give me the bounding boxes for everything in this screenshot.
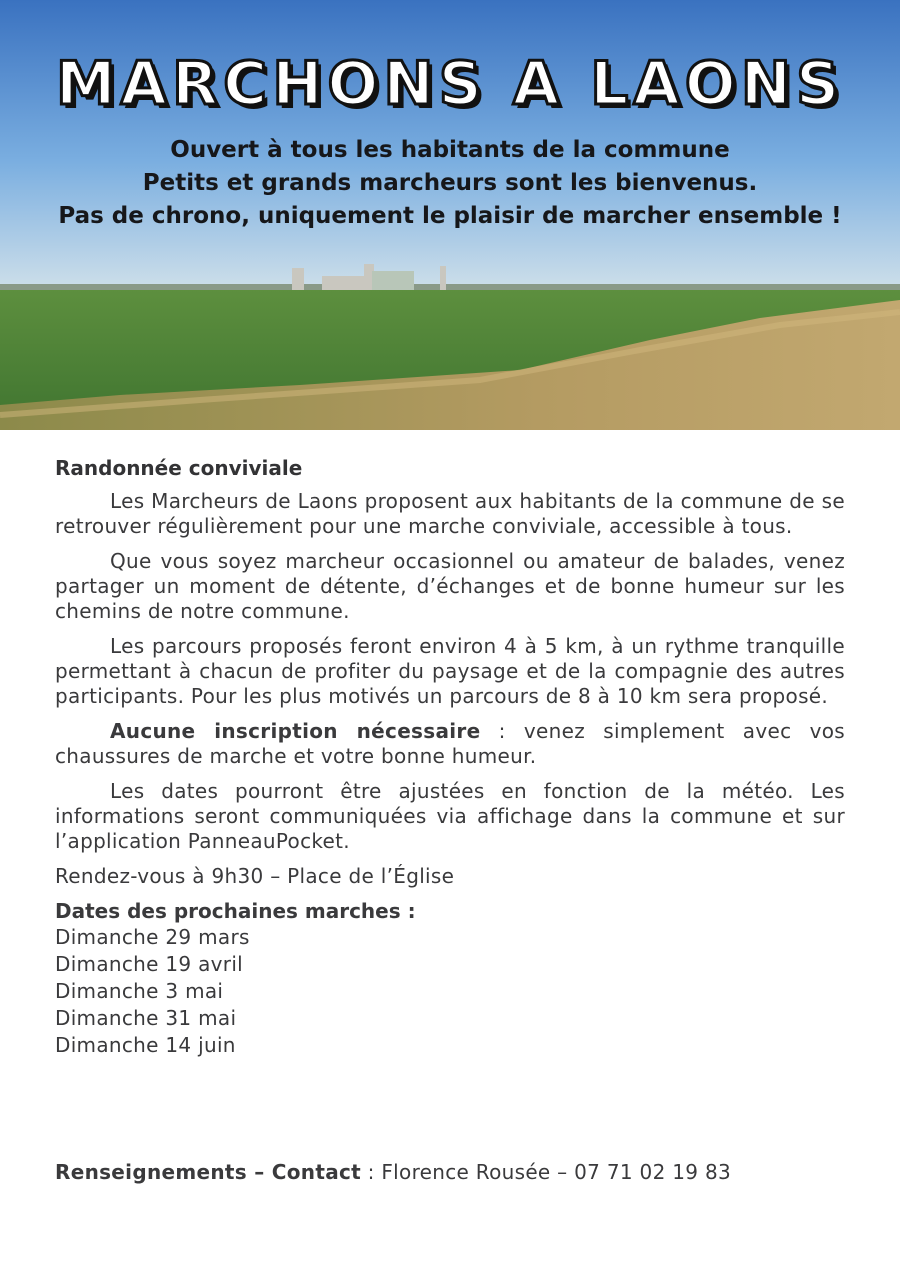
contact-value: : Florence Rousée – 07 71 02 19 83 bbox=[361, 1160, 732, 1184]
dates-list bbox=[55, 924, 845, 1059]
paragraph: Les parcours proposés feront environ 4 à 5 km, à un rythme tranquille permettant à chacun de profiter du paysage et de la compagnie des autres participants. Pour les plus motivés un parcours de 8 à 10 km sera proposé. bbox=[55, 634, 845, 708]
main-content bbox=[55, 456, 845, 1059]
contact-line bbox=[55, 1160, 731, 1184]
section-title: Randonnée conviviale bbox=[55, 456, 303, 480]
rendezvous: Rendez-vous à 9h30 – Place de l’Église bbox=[55, 864, 455, 888]
paragraph: Les dates pourront être ajustées en fonction de la météo. Les informations seront communiquées via affichage dans la commune et sur l’application PanneauPocket. bbox=[55, 779, 845, 853]
list-item: Dimanche 14 juin bbox=[55, 1033, 236, 1057]
dates-title: Dates des prochaines marches : bbox=[55, 899, 416, 923]
tagline: Petits et grands marcheurs sont les bienvenus. bbox=[142, 170, 758, 196]
paragraph: Les Marcheurs de Laons proposent aux habitants de la commune de se retrouver régulièrement pour une marche conviviale, accessible à tous. bbox=[55, 489, 845, 538]
tagline: Pas de chrono, uniquement le plaisir de marcher ensemble ! bbox=[58, 203, 842, 229]
paragraph-registration bbox=[55, 719, 845, 769]
taglines bbox=[0, 134, 900, 233]
contact-label: Renseignements – Contact bbox=[55, 1160, 362, 1184]
paragraph: Que vous soyez marcheur occasionnel ou amateur de balades, venez partager un moment de détente, d’échanges et de bonne humeur sur les chemins de notre commune. bbox=[55, 549, 845, 623]
list-item: Dimanche 29 mars bbox=[55, 925, 250, 949]
list-item: Dimanche 19 avril bbox=[55, 952, 244, 976]
hero-banner bbox=[0, 0, 900, 430]
registration-bold: Aucune inscription nécessaire bbox=[110, 719, 481, 743]
hero-text bbox=[0, 0, 900, 233]
registration-text: : venez simplement avec vos chaussures de marche et votre bonne humeur. bbox=[55, 719, 845, 768]
list-item: Dimanche 31 mai bbox=[55, 1006, 237, 1030]
tagline: Ouvert à tous les habitants de la commune bbox=[170, 137, 730, 163]
list-item: Dimanche 3 mai bbox=[55, 979, 224, 1003]
page-title: MARCHONS A LAONS bbox=[55, 49, 845, 119]
